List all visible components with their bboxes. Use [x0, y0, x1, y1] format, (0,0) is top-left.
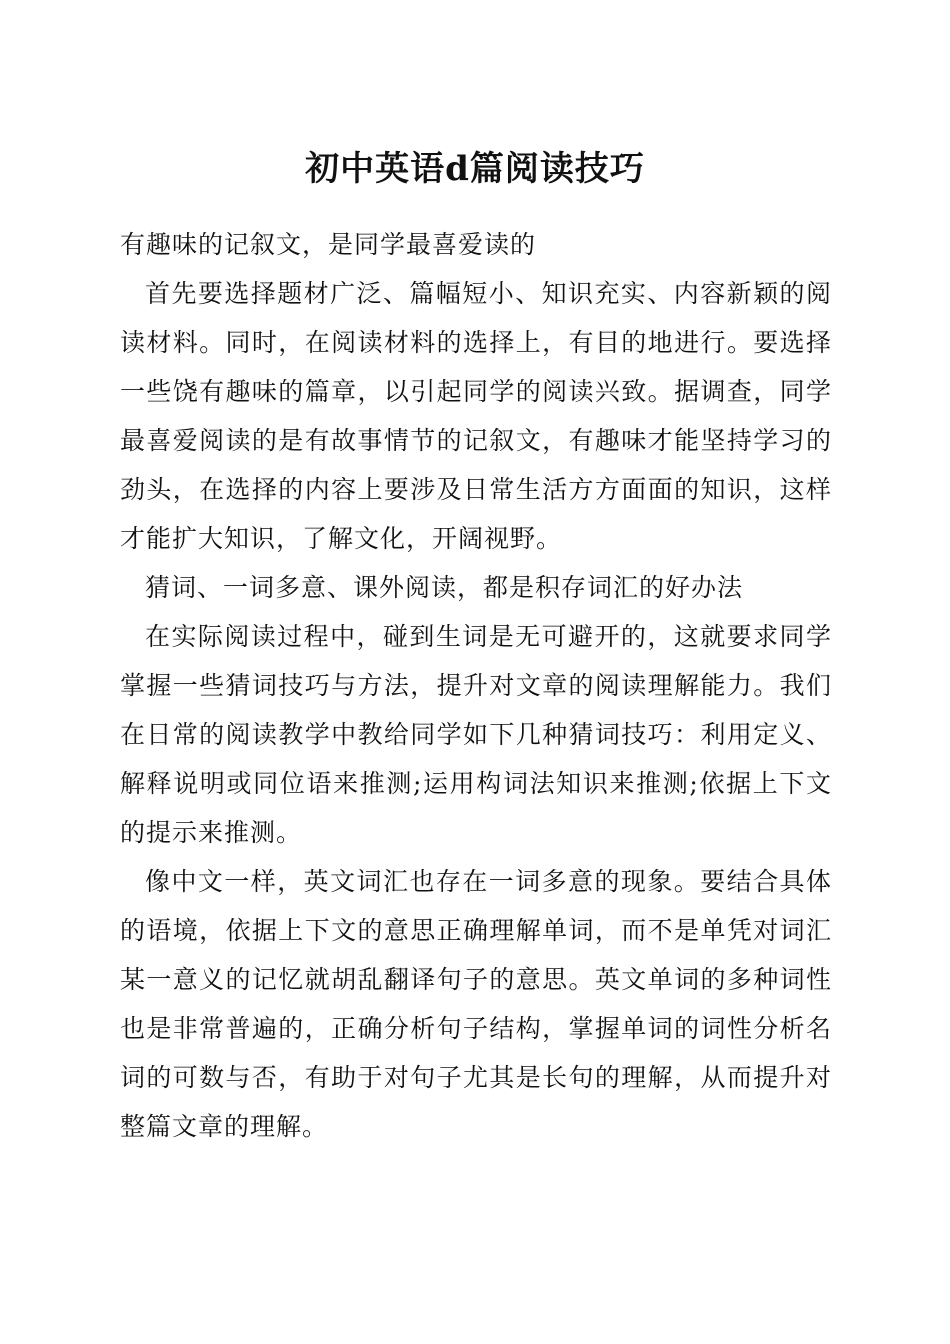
paragraph-material-selection: 首先要选择题材广泛、篇幅短小、知识充实、内容新颖的阅读材料。同时，在阅读材料的选择上，有目的地进行。要选择一些饶有趣味的篇章，以引起同学的阅读兴致。据调查，同学最喜爱阅读的是有故事情节的记叙文，有趣味才能坚持学习的劲头，在选择的内容上要涉及日常生活方方面面的知识，这样才能扩大知识，了解文化，开阔视野。	[120, 279, 832, 553]
document-body	[120, 220, 832, 1151]
paragraph-polysemy: 像中文一样，英文词汇也存在一词多意的现象。要结合具体的语境，依据上下文的意思正确理解单词，而不是单凭对词汇某一意义的记忆就胡乱翻译句子的意思。英文单词的多种词性也是非常普遍的，正确分析句子结构，掌握单词的词性分析名词的可数与否，有助于对句子尤其是长句的理解，从而提升对整篇文章的理解。	[120, 867, 832, 1141]
paragraph-heading-interesting-narratives: 有趣味的记叙文，是同学最喜爱读的	[120, 230, 537, 259]
paragraph-heading-vocabulary-methods: 猜词、一词多意、课外阅读，都是积存词汇的好办法	[145, 573, 744, 602]
document-title: 初中英语d篇阅读技巧	[305, 149, 645, 189]
paragraph-word-guessing: 在实际阅读过程中，碰到生词是无可避开的，这就要求同学掌握一些猜词技巧与方法，提升对文章的阅读理解能力。我们在日常的阅读教学中教给同学如下几种猜词技巧：利用定义、解释说明或同位语来推测;运用构词法知识来推测;依据上下文的提示来推测。	[120, 622, 832, 847]
